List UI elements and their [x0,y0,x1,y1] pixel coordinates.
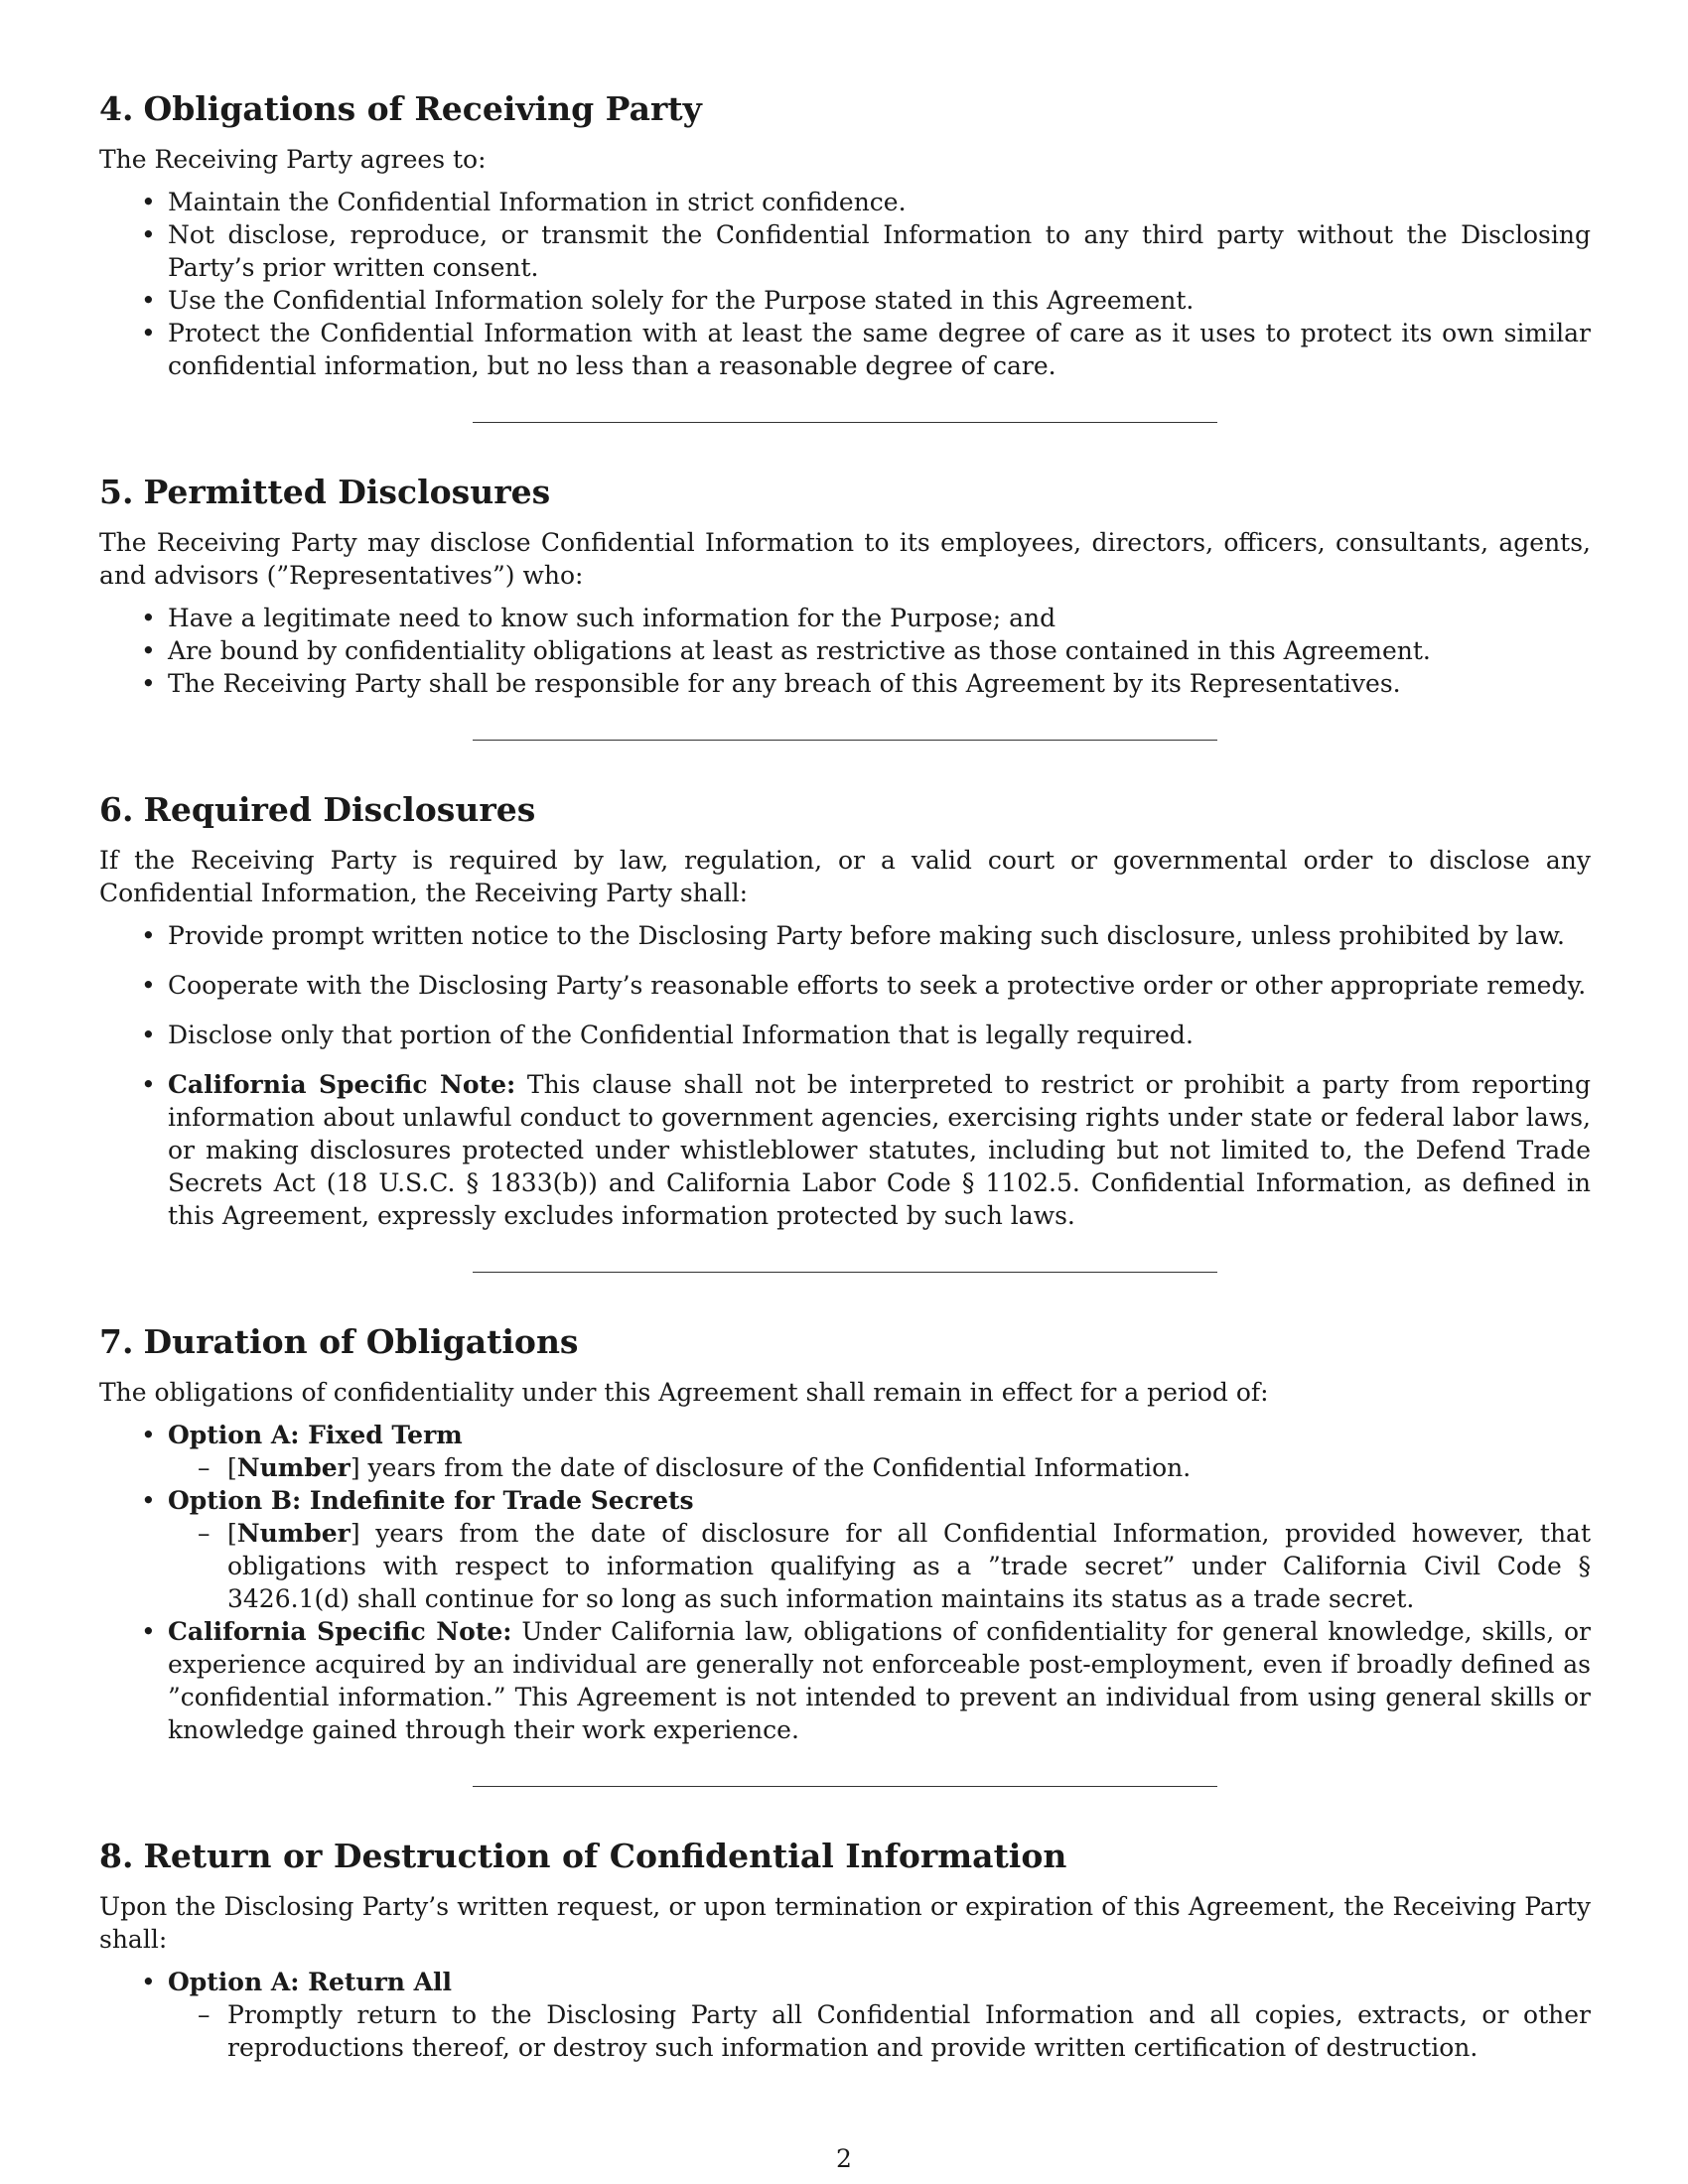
list-item: • Use the Confidential Information solely for the Purpose stated in this Agreement. [168,284,1591,317]
sub-list [168,1998,1591,2064]
section-title: Required Disclosures [143,790,536,829]
list-item: • Have a legitimate need to know such information for the Purpose; and [168,602,1591,634]
bullet-list [99,1966,1591,2064]
page-number: 2 [836,2144,852,2173]
section-intro: The Receiving Party may disclose Confidential Information to its employees, directors, officers, consultants, agents, and advisors (”Representatives”) who: [99,528,1591,590]
section-heading [99,790,1591,830]
section-number: 6. [99,790,134,829]
note-text: Under California law, obligations of confidentiality for general knowledge, skills, or experience acquired by an individual are generally not enforceable post-employment, even if broadly defined as ”confidential information.” This Agreement is not intended to prevent an individual from using general skills or knowledge gained through their work experience. [168,1617,1591,1744]
section-divider [473,422,1217,423]
placeholder-number: Number [236,1519,351,1548]
section-6 [99,790,1591,1232]
sub-list-item: – [Number] years from the date of disclosure of the Confidential Information. [227,1451,1591,1484]
note-text: This clause shall not be interpreted to restrict or prohibit a party from reporting information about unlawful conduct to government agencies, exercising rights under state or federal labor laws, or making disclosures protected under whistleblower statutes, including but not limited to, the Defend Trade Secrets Act (18 U.S.C. § 1833(b)) and California Labor Code § 1102.5. Confidential Information, as defined in this Agreement, expressly excludes information protected by such laws. [168,1070,1591,1230]
list-item [168,1615,1591,1746]
section-heading [99,89,1591,129]
document-page [99,89,1591,2064]
list-item: • Protect the Confidential Information with at least the same degree of care as it uses to protect its own similar confidential information, but no less than a reasonable degree of care. [168,317,1591,382]
section-intro: Upon the Disclosing Party’s written request, or upon termination or expiration of this Agreement, the Receiving Party shall: [99,1892,1591,1954]
section-title: Duration of Obligations [143,1322,579,1361]
list-item [168,1484,1591,1615]
section-divider [473,740,1217,741]
sub-list [168,1517,1591,1615]
section-8 [99,1837,1591,2064]
option-label: Option B: Indefinite for Trade Secrets [168,1486,694,1515]
sub-list-item: – [Number] years from the date of disclosure for all Confidential Information, provided however, that obligations with respect to information qualifying as a ”trade secret” under California Civil Code § 3426.1(d) shall continue for so long as such information maintains its status as a trade secret. [227,1517,1591,1615]
list-item: • The Receiving Party shall be responsible for any breach of this Agreement by its Representatives. [168,667,1591,700]
section-heading [99,1322,1591,1362]
list-item: • Cooperate with the Disclosing Party’s reasonable efforts to seek a protective order or other appropriate remedy. [168,969,1591,1002]
option-text: years from the date of disclosure of the Confidential Information. [359,1453,1192,1482]
section-intro: The obligations of confidentiality under this Agreement shall remain in effect for a period of: [99,1378,1269,1407]
section-title: Obligations of Receiving Party [143,89,702,128]
section-7 [99,1322,1591,1746]
list-item: • Not disclose, reproduce, or transmit the Confidential Information to any third party without the Disclosing Party’s prior written consent. [168,218,1591,284]
section-title: Return or Destruction of Confidential Information [143,1837,1067,1875]
list-item: • Provide prompt written notice to the Disclosing Party before making such disclosure, unless prohibited by law. [168,919,1591,952]
bullet-list [99,1419,1591,1746]
list-item: • Are bound by confidentiality obligations at least as restrictive as those contained in this Agreement. [168,634,1591,667]
note-label: California Specific Note: [168,1070,516,1099]
section-heading [99,473,1591,512]
placeholder-number: Number [236,1453,351,1482]
section-number: 4. [99,89,134,128]
bullet-list [99,602,1591,700]
section-number: 7. [99,1322,134,1361]
bullet-list [99,186,1591,382]
note-label: California Specific Note: [168,1617,512,1646]
section-title: Permitted Disclosures [143,473,551,511]
section-intro: If the Receiving Party is required by law, regulation, or a valid court or governmental order to disclose any Confidential Information, the Receiving Party shall: [99,846,1591,907]
list-item: • Disclose only that portion of the Confidential Information that is legally required. [168,1019,1591,1051]
section-divider [473,1272,1217,1273]
list-item [168,1966,1591,2064]
section-divider [473,1786,1217,1787]
option-label: Option A: Fixed Term [168,1421,463,1449]
section-heading [99,1837,1591,1876]
sub-list [168,1451,1591,1484]
section-4 [99,89,1591,382]
option-text: years from the date of disclosure for all Confidential Information, provided however, that obligations with respect to information qualifying as a ”trade secret” under California Civil Code § 3426.1(d) shall continue for so long as such information maintains its status as a trade secret. [227,1519,1591,1613]
list-item [168,1068,1591,1232]
sub-list-item: – Promptly return to the Disclosing Party all Confidential Information and all copies, extracts, or other reproductions thereof, or destroy such information and provide written certification of destruction. [227,1998,1591,2064]
option-label: Option A: Return All [168,1968,453,1996]
bullet-list [99,919,1591,1232]
section-intro: The Receiving Party agrees to: [99,145,487,174]
section-number: 8. [99,1837,134,1875]
section-number: 5. [99,473,134,511]
section-5 [99,473,1591,700]
list-item [168,1419,1591,1484]
list-item: • Maintain the Confidential Information in strict confidence. [168,186,1591,218]
